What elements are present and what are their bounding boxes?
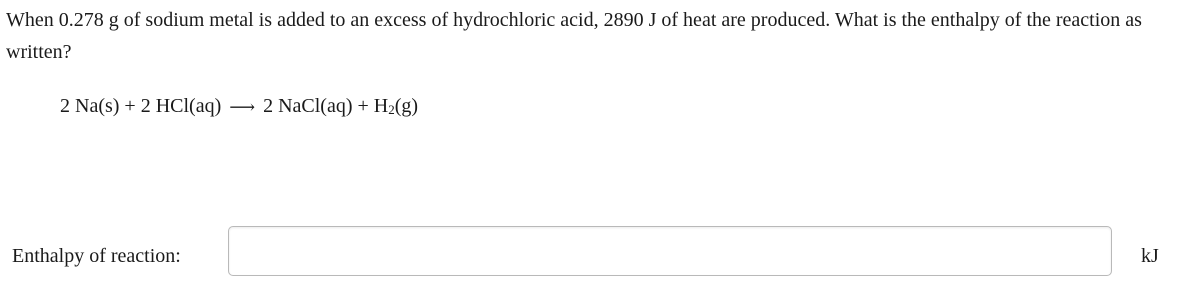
equation-products-main: 2 NaCl(aq) + H xyxy=(263,95,389,117)
equation-products xyxy=(263,95,418,117)
chemical-equation xyxy=(60,90,418,124)
enthalpy-label: Enthalpy of reaction: xyxy=(12,245,181,267)
unit-label: kJ xyxy=(1141,245,1159,267)
question-text: When 0.278 g of sodium metal is added to an excess of hydrochloric acid, 2890 J of heat are produced. What is the enthalpy of the reaction as written? xyxy=(6,9,1142,63)
reaction-arrow-icon: ⟶ xyxy=(229,97,256,117)
enthalpy-input[interactable] xyxy=(228,226,1112,276)
equation-subscript: 2 xyxy=(388,102,395,117)
equation-products-state: (g) xyxy=(394,95,419,117)
equation-reactants: 2 Na(s) + 2 HCl(aq) xyxy=(60,95,222,117)
